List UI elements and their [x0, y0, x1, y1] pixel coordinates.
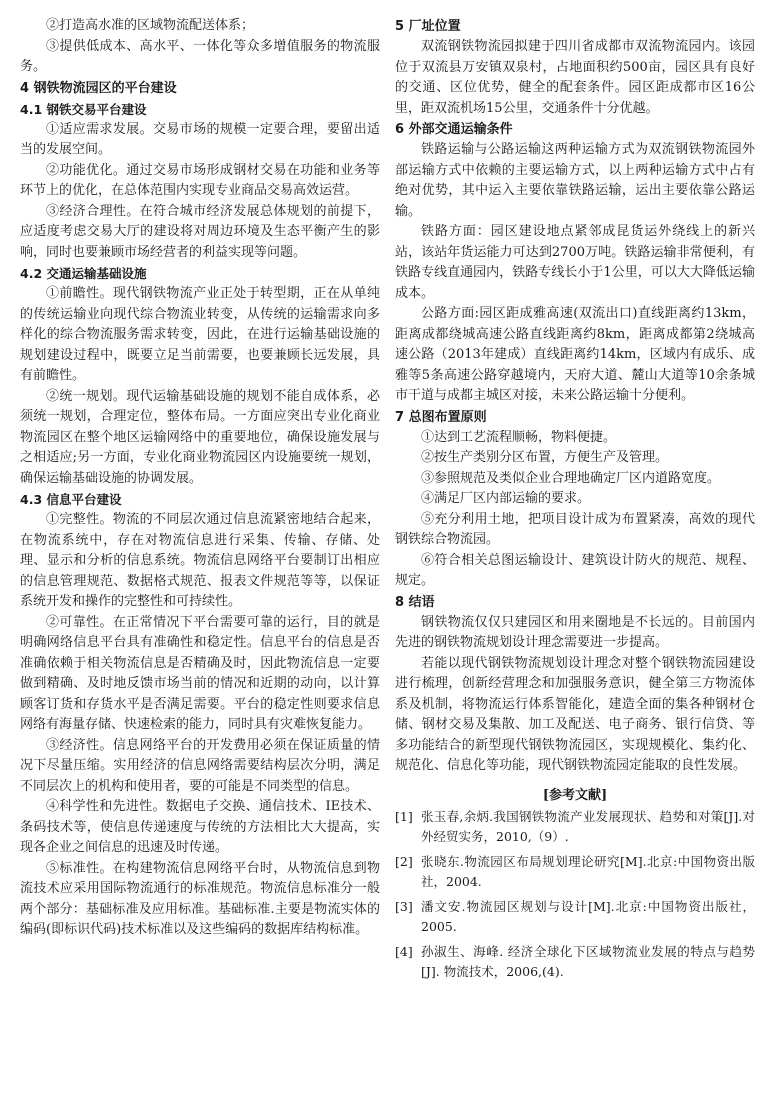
reference-text: 孙淑生、海峰. 经济全球化下区域物流业发展的特点与趋势[J]. 物流技术，2006,(4). [421, 943, 755, 979]
paragraph: ②统一规划。现代运输基础设施的规划不能自成体系，必须统一规划，合理定位，整体布局。一方面应突出专业化商业物流园区在整个地区运输网络中的重要地位，确保设施发展与之相适应;另一方面，专业化商业物流园区内设施要统一规划，确保运输基础设施的协调发展。 [20, 388, 380, 486]
paragraph: ③经济合理性。在符合城市经济发展总体规划的前提下，应适度考虑交易大厅的建设将对周边环境及生态平衡产生的影响，同时也要兼顾市场经营者的利益实现等问题。 [20, 203, 380, 260]
paragraph: ②可靠性。在正常情况下平台需要可靠的运行，目的就是明确网络信息平台具有准确性和稳定性。信息平台的信息是否准确依赖于相关物流信息是否精确及时，因此物流信息一定要做到精确、及时地反馈市场当前的情况和近期的动向，以计算顾客订货和存货水平是否满足需要。平台的稳定性则要求信息网络有海量存储、快速检索的能力，同时具有灾难恢复能力。 [20, 614, 380, 732]
paragraph: ②功能优化。通过交易市场形成钢材交易在功能和业务等环节上的优化，在总体范围内实现专业商品交易高效运营。 [20, 162, 380, 198]
reference-number: [3] [395, 898, 413, 914]
reference-item [395, 897, 755, 937]
reference-number: [2] [395, 853, 413, 869]
paragraph: ⑤标准性。在构建物流信息网络平台时，从物流信息到物流技术应采用国际物流通行的标准规范。物流信息标准分一般两个部分：基础标准及应用标准。基础标准.主要是物流实体的编码(即标识代码)技术标准以及这些编码的数据库结构标准。 [20, 860, 380, 937]
paragraph: ③经济性。信息网络平台的开发费用必须在保证质量的情况下尽量压缩。实用经济的信息网络需要结构层次分明，满足不同层次上的机构和使用者，要的可能是不同类型的信息。 [20, 737, 380, 794]
paragraph: ①完整性。物流的不同层次通过信息流紧密地结合起来，在物流系统中，存在对物流信息进行采集、传输、存储、处理、显示和分析的信息系统。物流信息网络平台要制订出相应的信息管理规范、数据格式规范、报表文件规范等等，以保证系统开发和操作的完整性和可持续性。 [20, 512, 380, 609]
references-title: [参考文献] [542, 787, 608, 803]
reference-text: 张晓东.物流园区布局规划理论研究[M].北京:中国物资出版社，2004. [421, 853, 755, 889]
paragraph: ①前瞻性。现代钢铁物流产业正处于转型期，正在从单纯的传统运输业向现代综合物流业转变，从传统的运输需求向多样化的综合物流服务需求转变，因此，在进行运输基础设施的规划建设过程中，既要立足当前需要，也要兼顾长远发展，具有前瞻性。 [20, 286, 380, 383]
right-column [395, 16, 755, 987]
paragraph: ④满足厂区内部运输的要求。 [421, 491, 591, 506]
paragraph: 公路方面:园区距成雅高速(双流出口)直线距离约13km，距离成都绕城高速公路直线距离约8km，距离成都第2绕城高速公路（2013年建成）直线距离约14km，区域内有成乐、成雅等5条高速公路穿越境内，天府大道、麓山大道等10余条城市干道与成都主城区对接，未来公路运输十分便利。 [395, 306, 755, 403]
reference-item [395, 807, 755, 847]
paragraph: ①达到工艺流程顺畅，物料便捷。 [421, 429, 617, 445]
reference-text: 张玉春,余炳.我国钢铁物流产业发展现状、趋势和对策[J].对外经贸实务，2010,（9）. [421, 808, 755, 844]
paragraph: 双流钢铁物流园拟建于四川省成都市双流物流园内。该园位于双流县万安镇双泉村，占地面积约500亩，园区具有良好的交通、区位优势，健全的配套条件。园区距成都市区16公里，距双流机场15公里，交通条件十分优越。 [395, 39, 755, 116]
reference-item [395, 852, 755, 892]
paragraph: ③提供低成本、高水平、一体化等众多增值服务的物流服务。 [20, 38, 380, 74]
subsection-heading-4-2: 4.2 交通运输基础设施 [20, 266, 147, 281]
reference-number: [4] [395, 943, 413, 959]
paragraph: ⑤充分利用土地，把项目设计成为布置紧凑，高效的现代钢铁综合物流园。 [395, 511, 755, 547]
paragraph: 铁路方面：园区建设地点紧邻成昆货运外绕线上的新兴站，该站年货运能力可达到2700万吨。铁路运输非常便利，有铁路专线直通园内，铁路专线长小于1公里，可以大大降低运输成本。 [395, 224, 755, 301]
section-heading-5: 5 厂址位置 [395, 19, 461, 34]
paragraph: ①适应需求发展。交易市场的规模一定要合理，要留出适当的发展空间。 [20, 121, 380, 157]
section-heading-8: 8 结语 [395, 594, 435, 610]
subsection-heading-4-1: 4.1 钢铁交易平台建设 [20, 101, 147, 117]
section-heading-7: 7 总图布置原则 [395, 409, 487, 425]
section-heading-6: 6 外部交通运输条件 [395, 122, 513, 137]
section-heading-4: 4 钢铁物流园区的平台建设 [20, 80, 177, 96]
paragraph: ②按生产类别分区布置，方便生产及管理。 [421, 450, 669, 465]
reference-item [395, 942, 755, 982]
paragraph: ⑥符合相关总图运输设计、建筑设计防火的规范、规程、规定。 [395, 552, 755, 588]
paragraph: ④科学性和先进性。数据电子交换、通信技术、IE技术、条码技术等，使信息传递速度与传统的方法相比大大提高，实现各企业之间信息的迅速及时传递。 [20, 799, 380, 855]
paragraph: ③参照规范及类似企业合理地确定厂区内道路宽度。 [421, 470, 721, 486]
paragraph: 若能以现代钢铁物流规划设计理念对整个钢铁物流园建设进行梳理，创新经营理念和加强服务意识，健全第三方物流体系及机制，将物流运行体系智能化，建造全面的集各种钢材仓储、钢材交易及集散、加工及配送、电子商务、银行信贷、等多功能结合的新型现代钢铁物流园区，实现规模化、集约化、规范化、信息化等功能，现代钢铁物流园定能取的良性发展。 [395, 655, 755, 773]
paragraph: ②打造高水准的区域物流配送体系； [46, 18, 255, 33]
paragraph: 钢铁物流仅仅只建园区和用来圈地是不长远的。目前国内先进的钢铁物流规划设计理念需要进一步提高。 [395, 614, 755, 650]
reference-text: 潘文安.物流园区规划与设计[M].北京:中国物资出版社，2005. [421, 898, 755, 934]
references-list [395, 807, 755, 982]
left-column [20, 16, 380, 941]
subsection-heading-4-3: 4.3 信息平台建设 [20, 492, 122, 507]
reference-number: [1] [395, 808, 413, 824]
paragraph: 铁路运输与公路运输这两种运输方式为双流钢铁物流园外部运输方式中依赖的主要运输方式，以上两种运输方式中占有绝对优势，其中运入主要依靠铁路运输，运出主要依靠公路运输。 [395, 142, 755, 219]
